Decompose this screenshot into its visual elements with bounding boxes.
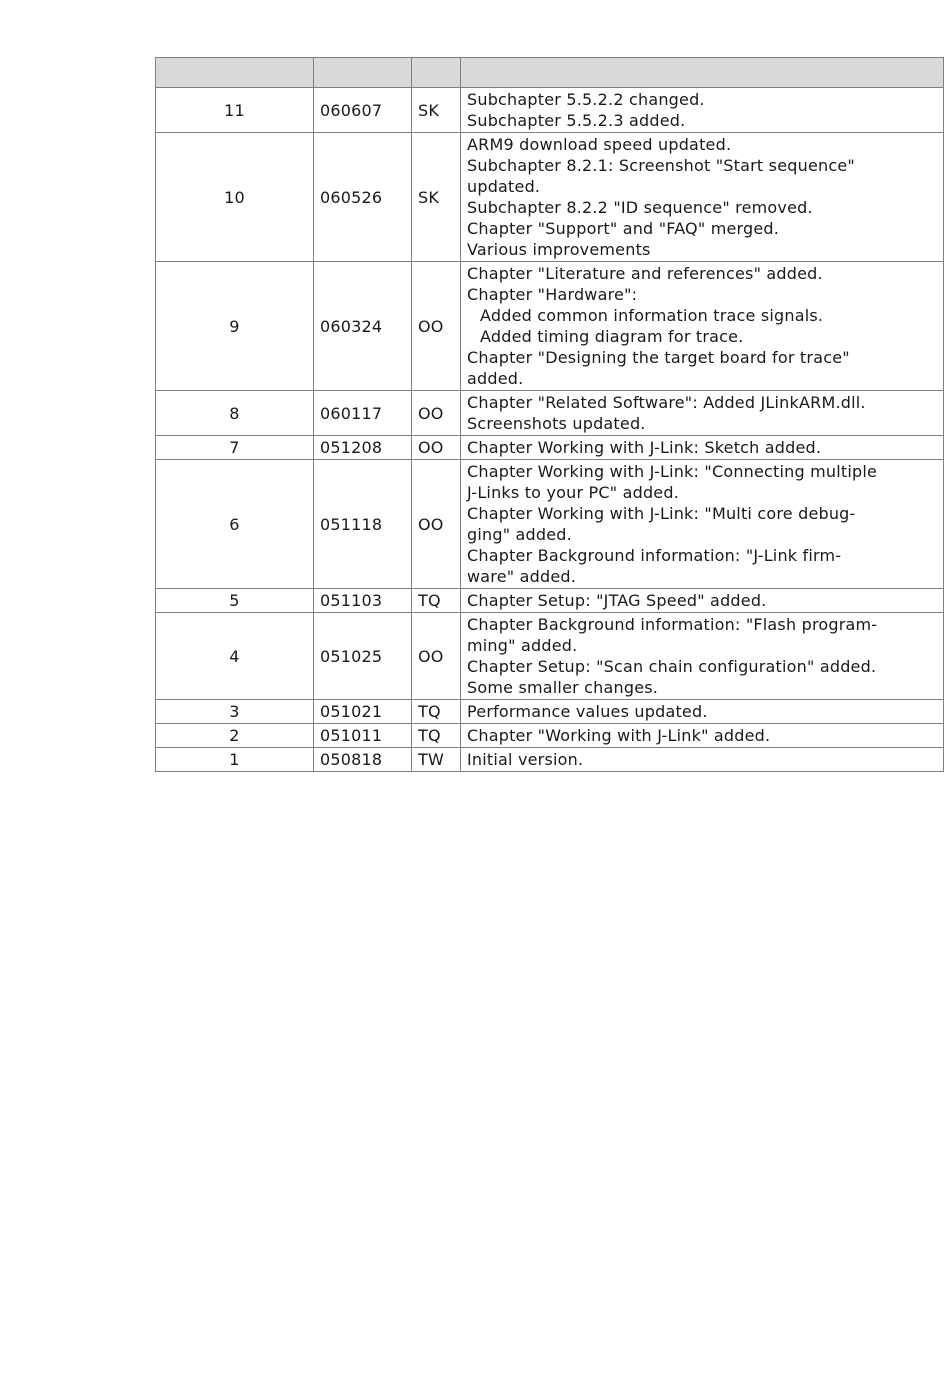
table-row bbox=[156, 748, 944, 772]
date-cell: 060117 bbox=[314, 391, 412, 436]
table-row bbox=[156, 589, 944, 613]
date-cell: 050818 bbox=[314, 748, 412, 772]
author-cell: TW bbox=[412, 748, 461, 772]
date-cell: 051021 bbox=[314, 700, 412, 724]
table-row bbox=[156, 88, 944, 133]
revision-cell: 7 bbox=[156, 436, 314, 460]
revision-cell: 9 bbox=[156, 262, 314, 391]
author-cell: TQ bbox=[412, 589, 461, 613]
author-cell: OO bbox=[412, 436, 461, 460]
description-cell bbox=[461, 262, 944, 391]
description-line: Chapter "Hardware": bbox=[467, 285, 638, 304]
description-line: ware" added. bbox=[467, 567, 577, 586]
table-row bbox=[156, 700, 944, 724]
description-line: Chapter Setup: "JTAG Speed" added. bbox=[467, 591, 767, 610]
description-line: Screenshots updated. bbox=[467, 414, 646, 433]
description-line: Performance values updated. bbox=[467, 702, 708, 721]
description-line: Chapter Working with J-Link: "Connecting multiple bbox=[467, 462, 878, 481]
date-cell: 051118 bbox=[314, 460, 412, 589]
description-line: Chapter "Designing the target board for trace" bbox=[467, 348, 850, 367]
description-line: updated. bbox=[467, 177, 541, 196]
description-cell bbox=[461, 700, 944, 724]
description-line: Chapter "Literature and references" added. bbox=[467, 264, 823, 283]
revision-cell: 5 bbox=[156, 589, 314, 613]
author-cell: TQ bbox=[412, 724, 461, 748]
description-cell bbox=[461, 724, 944, 748]
revision-cell: 11 bbox=[156, 88, 314, 133]
revision-history-table bbox=[155, 57, 944, 772]
revision-cell: 4 bbox=[156, 613, 314, 700]
description-line: Chapter Working with J-Link: Sketch added. bbox=[467, 438, 822, 457]
table-row bbox=[156, 724, 944, 748]
description-line: Chapter Setup: "Scan chain configuration" added. bbox=[467, 657, 877, 676]
description-line: Chapter Working with J-Link: "Multi core debug- bbox=[467, 504, 856, 523]
description-line: Subchapter 5.5.2.2 changed. bbox=[467, 90, 705, 109]
description-line: ging" added. bbox=[467, 525, 572, 544]
author-cell: SK bbox=[412, 133, 461, 262]
description-line: Chapter "Support" and "FAQ" merged. bbox=[467, 219, 780, 238]
revision-cell: 10 bbox=[156, 133, 314, 262]
table-row bbox=[156, 613, 944, 700]
revision-cell: 2 bbox=[156, 724, 314, 748]
description-cell bbox=[461, 460, 944, 589]
author-cell: OO bbox=[412, 262, 461, 391]
description-line: Chapter "Related Software": Added JLinkARM.dll. bbox=[467, 393, 866, 412]
date-cell: 060607 bbox=[314, 88, 412, 133]
description-line: Various improvements bbox=[467, 240, 651, 259]
description-line: ARM9 download speed updated. bbox=[467, 135, 732, 154]
description-line: Initial version. bbox=[467, 750, 584, 769]
author-cell: OO bbox=[412, 460, 461, 589]
description-cell bbox=[461, 436, 944, 460]
description-line: Some smaller changes. bbox=[467, 678, 659, 697]
date-cell: 051011 bbox=[314, 724, 412, 748]
description-cell bbox=[461, 613, 944, 700]
header-by bbox=[412, 58, 461, 88]
author-cell: SK bbox=[412, 88, 461, 133]
table-row bbox=[156, 460, 944, 589]
description-cell bbox=[461, 88, 944, 133]
date-cell: 051103 bbox=[314, 589, 412, 613]
description-line: ming" added. bbox=[467, 636, 578, 655]
author-cell: TQ bbox=[412, 700, 461, 724]
description-line: J-Links to your PC" added. bbox=[467, 483, 679, 502]
description-line: Chapter "Working with J-Link" added. bbox=[467, 726, 771, 745]
date-cell: 051208 bbox=[314, 436, 412, 460]
table-row bbox=[156, 133, 944, 262]
description-line: Added timing diagram for trace. bbox=[480, 327, 744, 346]
date-cell: 060526 bbox=[314, 133, 412, 262]
table-row bbox=[156, 391, 944, 436]
description-line: Added common information trace signals. bbox=[480, 306, 824, 325]
description-cell bbox=[461, 391, 944, 436]
header-date bbox=[314, 58, 412, 88]
description-line: Subchapter 8.2.1: Screenshot "Start sequence" bbox=[467, 156, 855, 175]
description-line: Chapter Background information: "J-Link firm- bbox=[467, 546, 842, 565]
revision-cell: 8 bbox=[156, 391, 314, 436]
author-cell: OO bbox=[412, 391, 461, 436]
date-cell: 051025 bbox=[314, 613, 412, 700]
description-line: Subchapter 8.2.2 "ID sequence" removed. bbox=[467, 198, 813, 217]
description-line: Subchapter 5.5.2.3 added. bbox=[467, 111, 686, 130]
description-cell bbox=[461, 133, 944, 262]
revision-cell: 3 bbox=[156, 700, 314, 724]
author-cell: OO bbox=[412, 613, 461, 700]
description-line: Chapter Background information: "Flash program- bbox=[467, 615, 878, 634]
date-cell: 060324 bbox=[314, 262, 412, 391]
table-row bbox=[156, 262, 944, 391]
description-line: added. bbox=[467, 369, 524, 388]
description-cell bbox=[461, 589, 944, 613]
revision-cell: 6 bbox=[156, 460, 314, 589]
table-row bbox=[156, 436, 944, 460]
revision-cell: 1 bbox=[156, 748, 314, 772]
header-description bbox=[461, 58, 944, 88]
description-cell bbox=[461, 748, 944, 772]
header-revision bbox=[156, 58, 314, 88]
table-header-row bbox=[156, 58, 944, 88]
